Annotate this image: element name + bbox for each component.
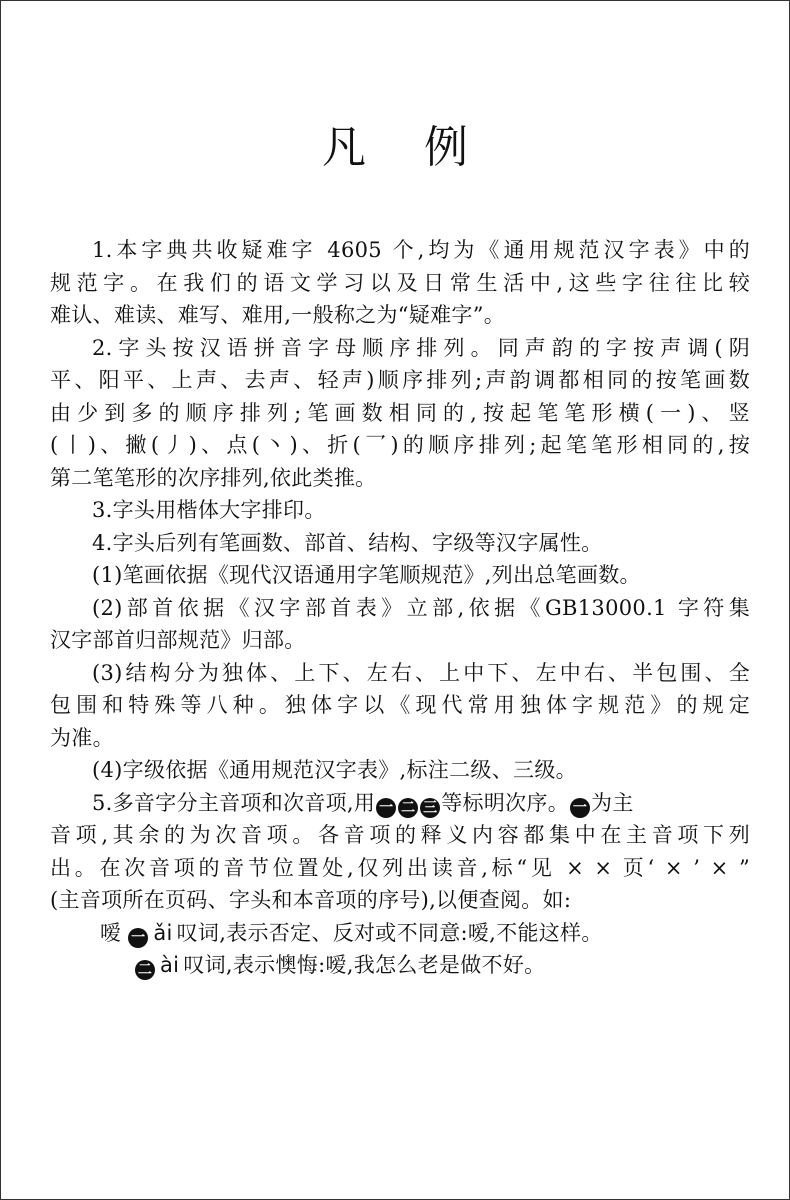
marker-two-icon: 二 [135,960,155,980]
example-definition-1: 叹词,表示否定、反对或不同意:嗳,不能这样。 [176,920,603,945]
title-char-1: 凡 [322,122,366,173]
rule-2-line-4: (丨)、撇(丿)、点(丶)、折(乛)的顺序排列;起笔笔形相同的,按 [50,433,750,457]
example-definition-2: 叹词,表示懊悔:嗳,我怎么老是做不好。 [183,953,546,977]
rule-4-sub-4: (4)字级依据《通用规范汉字表》,标注二级、三级。 [92,758,577,782]
rule-4-sub-2-line-2: 汉字部首归部规范》归部。 [50,628,306,652]
marker-one-icon: 一 [570,798,590,818]
rule-4-sub-3-line-2: 包围和特殊等八种。独体字以《现代常用独体字规范》的规定 [50,693,750,717]
rule-3: 3.字头用楷体大字排印。 [92,498,326,522]
rule-4: 4.字头后列有笔画数、部首、结构、字级等汉字属性。 [92,530,603,555]
rule-1-line-2: 规范字。在我们的语文学习以及日常生活中,这些字往往比较 [50,270,750,295]
rule-2-line-1: 2.字头按汉语拼音字母顺序排列。同声韵的字按声调(阴 [92,335,750,360]
example-entry-1 [50,917,750,950]
rule-5-text-b: 等标明次序。 [441,790,570,815]
rule-2-line-3: 由少到多的顺序排列;笔画数相同的,按起笔笔形横(一)、竖 [50,400,750,425]
title-char-2: 例 [424,122,468,173]
rule-5-text-c: 为主 [591,790,634,815]
rule-5-text-a: 5.多音字分主音项和次音项,用 [92,790,376,815]
rule-4-sub-1: (1)笔画依据《现代汉语通用字笔顺规范》,列出总笔画数。 [92,563,641,587]
marker-one-icon: 一 [376,798,396,818]
example-headword: 嗳 [100,920,122,945]
rule-4-sub-3-line-3: 为准。 [50,725,114,750]
page-title [0,118,790,178]
rule-4-sub-3-line-1: (3)结构分为独体、上下、左右、上中下、左中右、半包围、全 [92,660,750,685]
example-pinyin-2: ài [160,953,180,977]
marker-three-icon: 三 [420,798,440,818]
example-pinyin-1: ǎi [153,920,173,945]
document-body [50,234,750,982]
rule-5-line-4: (主音项所在页码、字头和本音项的序号),以便查阅。如: [50,888,572,912]
rule-1-line-3: 难认、难读、难写、难用,一般称之为“疑难字”。 [50,303,506,327]
rule-5-line-2: 音项,其余的为次音项。各音项的释义内容都集中在主音项下列 [50,823,750,847]
marker-one-icon: 一 [128,928,148,948]
rule-4-sub-2-line-1: (2)部首依据《汉字部首表》立部,依据《GB13000.1 字符集 [92,595,750,620]
rule-2-line-5: 第二笔笔形的次序排列,依此类推。 [50,465,377,490]
rule-2-line-2: 平、阳平、上声、去声、轻声)顺序排列;声韵调都相同的按笔画数 [50,368,750,392]
example-entry-2 [50,949,750,982]
rule-1-line-1: 1.本字典共收疑难字 4605 个,均为《通用规范汉字表》中的 [92,238,750,262]
rule-5-line-1 [50,787,750,820]
marker-two-icon: 二 [398,798,418,818]
rule-5-line-3: 出。在次音项的音节位置处,仅列出读音,标“见 × × 页‘ × ’ × ” [50,855,750,880]
